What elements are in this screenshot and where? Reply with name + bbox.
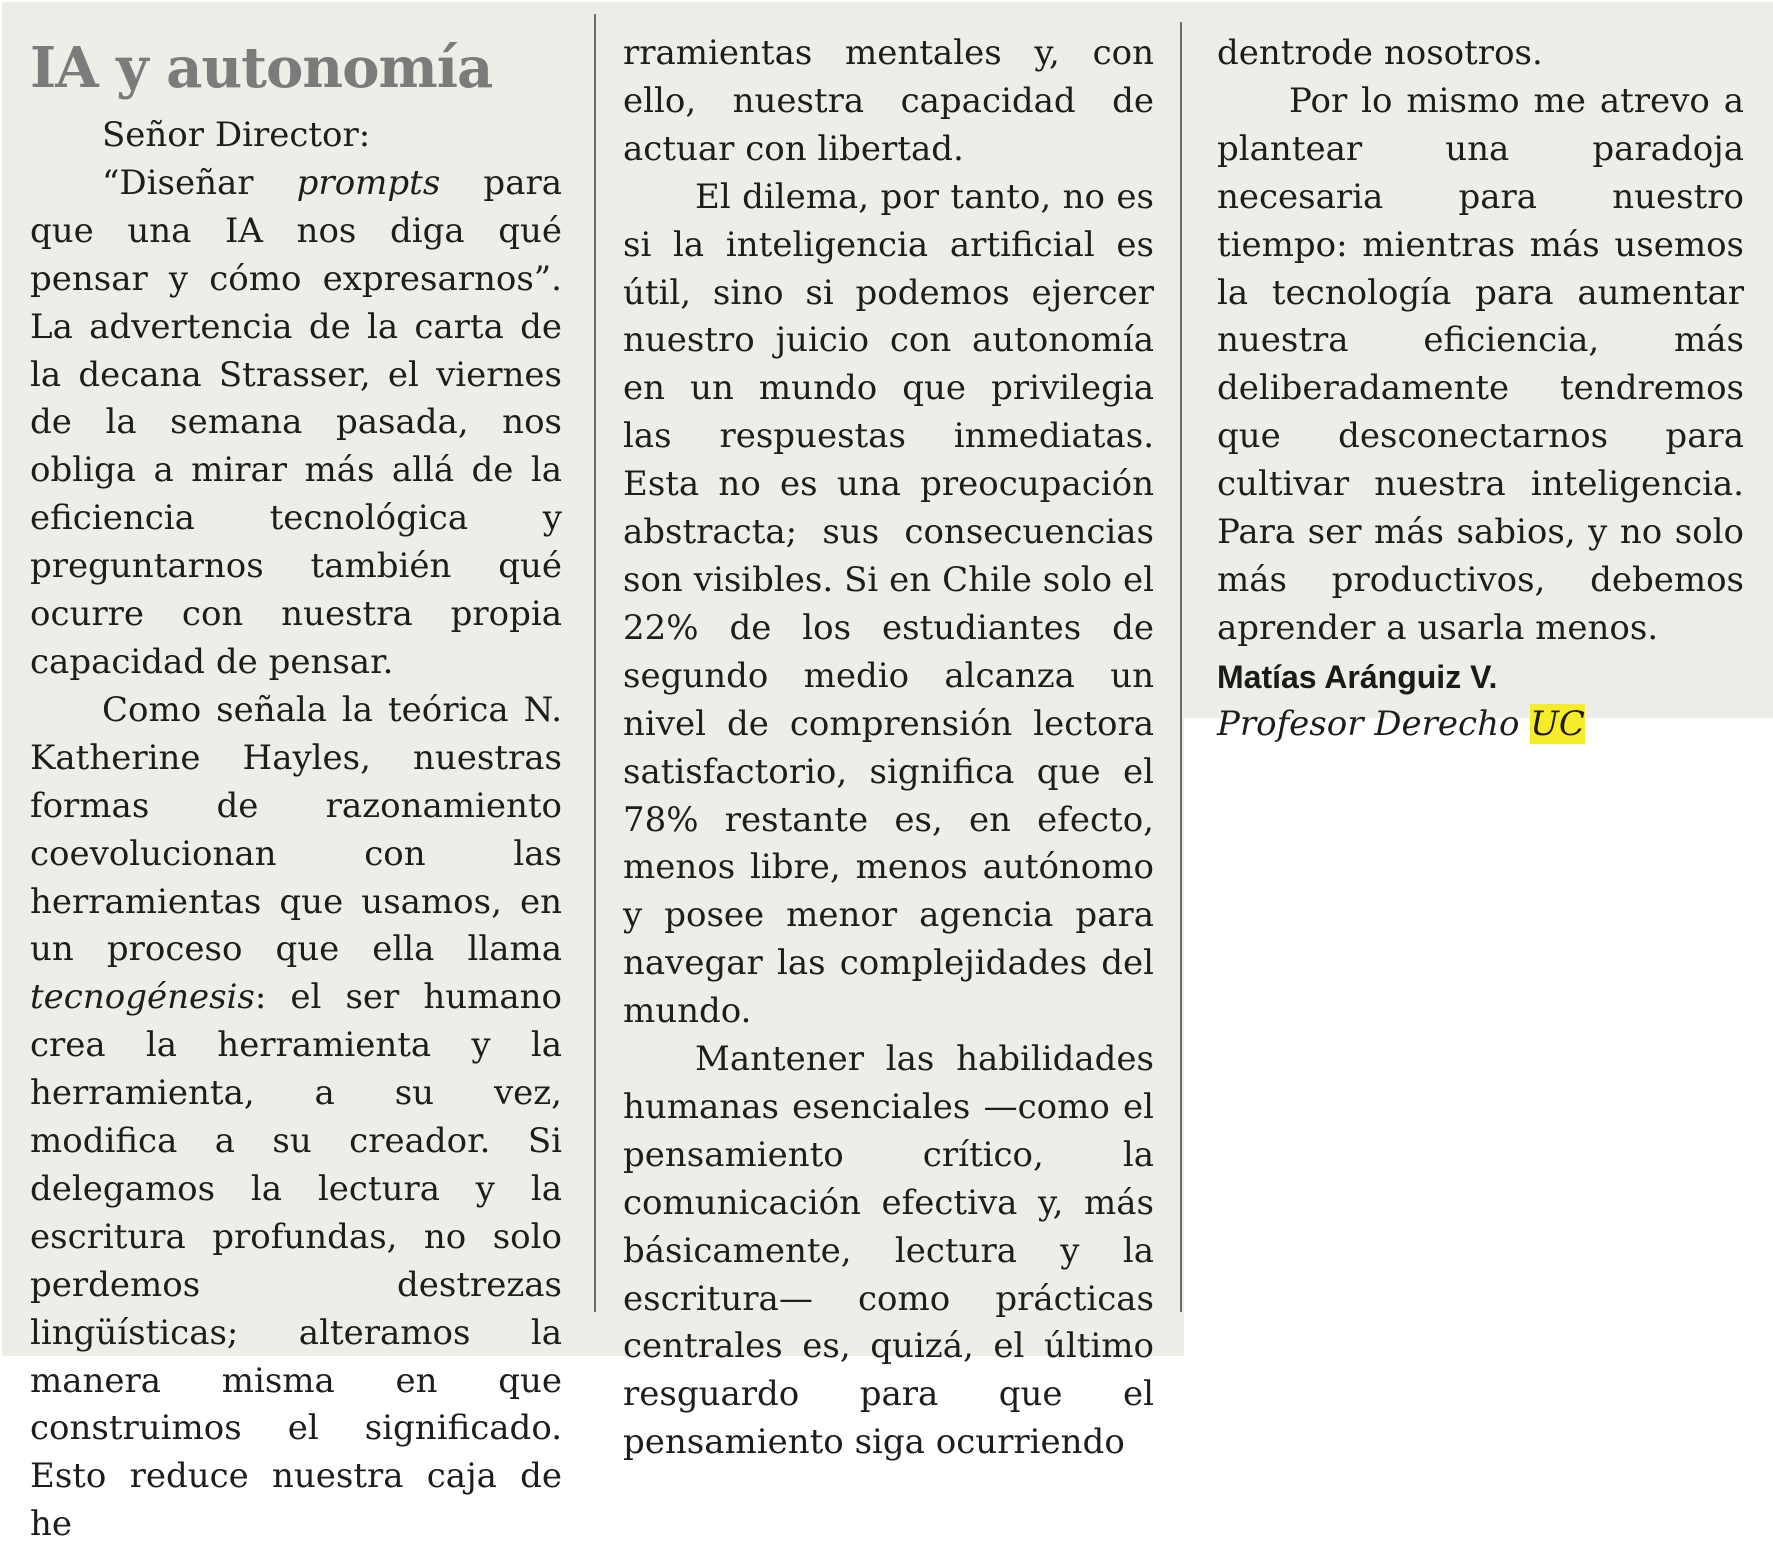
author-name: Matías Aránguiz V. (1217, 658, 1498, 695)
author-title: Profesor Derecho (1217, 703, 1531, 744)
author-institution-highlight: UC (1530, 703, 1585, 744)
paragraph-4: Mantener las habilidades humanas esenciales —como el pensamiento crítico, la comunicación efectiva y, más básicamente, lectura y la escritura— como prácticas centrales es, quizá, el último resguardo para que el pensamiento siga ocurriendo (623, 1039, 1154, 1463)
term-prompts: prompts (296, 162, 441, 203)
paragraph-1-start: “Diseñar (102, 162, 297, 203)
column-3 (1217, 30, 1744, 749)
column-1 (30, 36, 562, 1549)
column-divider-1 (594, 14, 596, 1312)
term-tecnogenesis: tecnogénesis (30, 977, 255, 1018)
paragraph-2 (30, 687, 562, 1549)
salutation: Señor Director: (102, 115, 371, 155)
paragraph-4-continued: dentrode nosotros. (1217, 33, 1543, 73)
column-2 (623, 30, 1154, 1467)
paragraph-2-continued: rramientas mentales y, con ello, nuestra capacidad de actuar con libertad. (623, 33, 1154, 169)
paragraph-2-start: Como señala la teórica N. Katherine Hayles, nuestras formas de razonamiento coevolucionan con las herramientas que usamos, en un proceso que ella llama (30, 689, 562, 970)
paragraph-1 (30, 160, 562, 687)
paragraph-3: El dilema, por tanto, no es si la inteligencia artificial es útil, sino si podemos ejercer nuestro juicio con autonomía en un mundo que privilegia las respuestas inmediatas. Esta no es una preocupación abstracta; sus consecuencias son visibles. Si en Chile solo el 22% de los estudiantes de segundo medio alcanza un nivel de comprensión lectora satisfactorio, significa que el 78% restante es, en efecto, menos libre, menos autónomo y posee menor agencia para navegar las complejidades del mundo. (623, 176, 1154, 1032)
paragraph-1-rest: para que una IA nos diga qué pensar y cómo expresarnos”. La advertencia de la carta de la decana Strasser, el viernes de la semana pasada, nos obliga a mirar más allá de la eficiencia tecnológica y preguntarnos también qué ocurre con nuestra propia capacidad de pensar. (30, 162, 562, 682)
paragraph-2-rest: : el ser humano crea la herramienta y la herramienta, a su vez, modifica a su creador. Si delegamos la lectura y la escritura profundas, no solo perdemos destrezas lingüísticas; alteramos la manera misma en que construimos el significado. Esto reduce nuestra caja de he (30, 977, 562, 1545)
column-divider-2 (1180, 22, 1182, 1312)
paragraph-5: Por lo mismo me atrevo a plantear una paradoja necesaria para nuestro tiempo: mientras más usemos la tecnología para aumentar nuestra eficiencia, más deliberadamente tendremos que desconectarnos para cultivar nuestra inteligencia. Para ser más sabios, y no solo más productivos, debemos aprender a usarla menos. (1217, 80, 1744, 648)
article-headline: IA y autonomía (30, 35, 493, 101)
author-affiliation (1217, 701, 1744, 749)
